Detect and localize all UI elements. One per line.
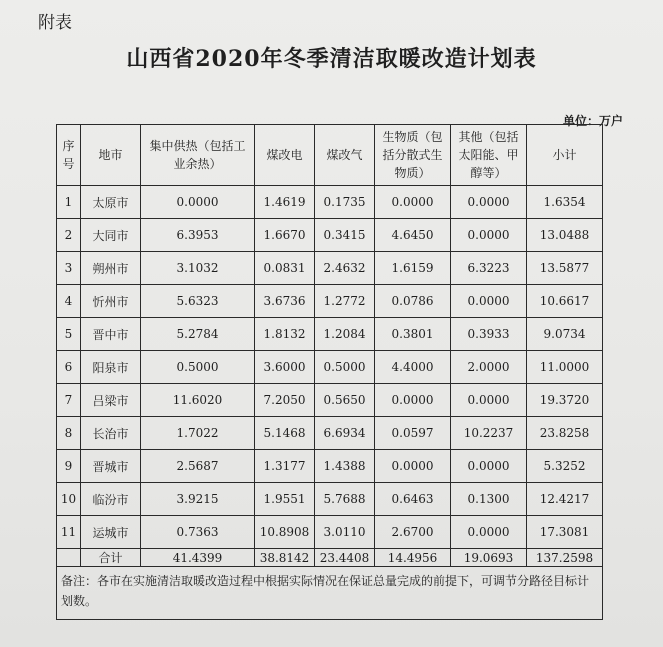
cell-other: 0.0000 <box>451 516 527 549</box>
cell-seq: 2 <box>57 219 81 252</box>
table-row <box>57 483 603 516</box>
cell-biomass: 4.6450 <box>375 219 451 252</box>
cell-coal-to-electric: 7.2050 <box>255 384 315 417</box>
header-other: 其他（包括太阳能、甲醇等） <box>451 125 527 186</box>
cell-subtotal: 9.0734 <box>527 318 603 351</box>
cell-biomass: 0.0597 <box>375 417 451 450</box>
table-row <box>57 186 603 219</box>
table-row <box>57 351 603 384</box>
cell-subtotal: 19.3720 <box>527 384 603 417</box>
cell-other: 0.1300 <box>451 483 527 516</box>
cell-central: 3.9215 <box>141 483 255 516</box>
total-central: 41.4399 <box>141 549 255 567</box>
cell-seq: 8 <box>57 417 81 450</box>
cell-seq: 6 <box>57 351 81 384</box>
cell-coal-to-gas: 0.5650 <box>315 384 375 417</box>
cell-biomass: 0.3801 <box>375 318 451 351</box>
cell-city: 太原市 <box>81 186 141 219</box>
cell-other: 0.0000 <box>451 450 527 483</box>
cell-coal-to-electric: 0.0831 <box>255 252 315 285</box>
table-row <box>57 384 603 417</box>
table-body <box>57 186 603 549</box>
table-row <box>57 450 603 483</box>
total-coal-to-electric: 38.8142 <box>255 549 315 567</box>
cell-seq: 3 <box>57 252 81 285</box>
note-row <box>57 567 603 620</box>
cell-central: 11.6020 <box>141 384 255 417</box>
total-seq <box>57 549 81 567</box>
header-city: 地市 <box>81 125 141 186</box>
cell-central: 0.5000 <box>141 351 255 384</box>
header-central-heating: 集中供热（包括工业余热） <box>141 125 255 186</box>
cell-biomass: 0.0000 <box>375 186 451 219</box>
cell-central: 2.5687 <box>141 450 255 483</box>
cell-coal-to-gas: 0.5000 <box>315 351 375 384</box>
cell-biomass: 0.6463 <box>375 483 451 516</box>
cell-other: 0.0000 <box>451 285 527 318</box>
cell-other: 6.3223 <box>451 252 527 285</box>
cell-central: 3.1032 <box>141 252 255 285</box>
cell-central: 0.0000 <box>141 186 255 219</box>
table-row <box>57 417 603 450</box>
cell-subtotal: 17.3081 <box>527 516 603 549</box>
header-subtotal: 小计 <box>527 125 603 186</box>
table-row <box>57 516 603 549</box>
header-biomass: 生物质（包括分散式生物质） <box>375 125 451 186</box>
total-biomass: 14.4956 <box>375 549 451 567</box>
cell-biomass: 0.0786 <box>375 285 451 318</box>
cell-city: 临汾市 <box>81 483 141 516</box>
cell-coal-to-gas: 0.1735 <box>315 186 375 219</box>
cell-city: 晋城市 <box>81 450 141 483</box>
cell-other: 0.0000 <box>451 186 527 219</box>
cell-city: 朔州市 <box>81 252 141 285</box>
cell-other: 0.0000 <box>451 219 527 252</box>
cell-city: 晋中市 <box>81 318 141 351</box>
total-label: 合计 <box>81 549 141 567</box>
cell-coal-to-electric: 1.6670 <box>255 219 315 252</box>
cell-biomass: 1.6159 <box>375 252 451 285</box>
cell-city: 阳泉市 <box>81 351 141 384</box>
header-seq: 序号 <box>57 125 81 186</box>
cell-other: 10.2237 <box>451 417 527 450</box>
cell-seq: 11 <box>57 516 81 549</box>
cell-city: 吕梁市 <box>81 384 141 417</box>
cell-city: 长治市 <box>81 417 141 450</box>
cell-coal-to-electric: 3.6736 <box>255 285 315 318</box>
cell-other: 0.3933 <box>451 318 527 351</box>
cell-seq: 4 <box>57 285 81 318</box>
page-title: 山西省2020年冬季清洁取暖改造计划表 <box>126 46 537 72</box>
header-coal-to-electric: 煤改电 <box>255 125 315 186</box>
cell-coal-to-gas: 5.7688 <box>315 483 375 516</box>
cell-seq: 10 <box>57 483 81 516</box>
cell-city: 忻州市 <box>81 285 141 318</box>
header-row <box>57 125 603 186</box>
cell-coal-to-gas: 1.2084 <box>315 318 375 351</box>
table-row <box>57 252 603 285</box>
header-coal-to-gas: 煤改气 <box>315 125 375 186</box>
cell-central: 5.6323 <box>141 285 255 318</box>
cell-city: 大同市 <box>81 219 141 252</box>
cell-coal-to-gas: 6.6934 <box>315 417 375 450</box>
cell-central: 5.2784 <box>141 318 255 351</box>
cell-central: 6.3953 <box>141 219 255 252</box>
cell-biomass: 4.4000 <box>375 351 451 384</box>
cell-coal-to-gas: 0.3415 <box>315 219 375 252</box>
total-row <box>57 549 603 567</box>
cell-seq: 7 <box>57 384 81 417</box>
cell-coal-to-gas: 3.0110 <box>315 516 375 549</box>
cell-subtotal: 13.5877 <box>527 252 603 285</box>
cell-coal-to-electric: 1.8132 <box>255 318 315 351</box>
cell-coal-to-electric: 1.9551 <box>255 483 315 516</box>
cell-subtotal: 23.8258 <box>527 417 603 450</box>
cell-coal-to-gas: 2.4632 <box>315 252 375 285</box>
cell-subtotal: 12.4217 <box>527 483 603 516</box>
cell-subtotal: 11.0000 <box>527 351 603 384</box>
cell-subtotal: 5.3252 <box>527 450 603 483</box>
cell-biomass: 0.0000 <box>375 450 451 483</box>
footnote: 备注：各市在实施清洁取暖改造过程中根据实际情况在保证总量完成的前提下，可调节分路径目标计划数。 <box>57 567 603 620</box>
plan-table <box>56 124 603 620</box>
total-subtotal: 137.2598 <box>527 549 603 567</box>
cell-coal-to-electric: 5.1468 <box>255 417 315 450</box>
cell-city: 运城市 <box>81 516 141 549</box>
cell-coal-to-electric: 1.4619 <box>255 186 315 219</box>
cell-subtotal: 13.0488 <box>527 219 603 252</box>
cell-seq: 5 <box>57 318 81 351</box>
cell-coal-to-gas: 1.2772 <box>315 285 375 318</box>
cell-central: 1.7022 <box>141 417 255 450</box>
cell-seq: 9 <box>57 450 81 483</box>
cell-coal-to-gas: 1.4388 <box>315 450 375 483</box>
table-row <box>57 285 603 318</box>
cell-subtotal: 1.6354 <box>527 186 603 219</box>
appendix-label: 附表 <box>38 13 72 33</box>
cell-biomass: 0.0000 <box>375 384 451 417</box>
total-coal-to-gas: 23.4408 <box>315 549 375 567</box>
cell-other: 0.0000 <box>451 384 527 417</box>
cell-coal-to-electric: 10.8908 <box>255 516 315 549</box>
table-row <box>57 219 603 252</box>
cell-seq: 1 <box>57 186 81 219</box>
table-row <box>57 318 603 351</box>
cell-coal-to-electric: 3.6000 <box>255 351 315 384</box>
cell-other: 2.0000 <box>451 351 527 384</box>
unit-label: 单位：万户 <box>562 114 623 128</box>
cell-coal-to-electric: 1.3177 <box>255 450 315 483</box>
total-other: 19.0693 <box>451 549 527 567</box>
cell-biomass: 2.6700 <box>375 516 451 549</box>
cell-subtotal: 10.6617 <box>527 285 603 318</box>
cell-central: 0.7363 <box>141 516 255 549</box>
